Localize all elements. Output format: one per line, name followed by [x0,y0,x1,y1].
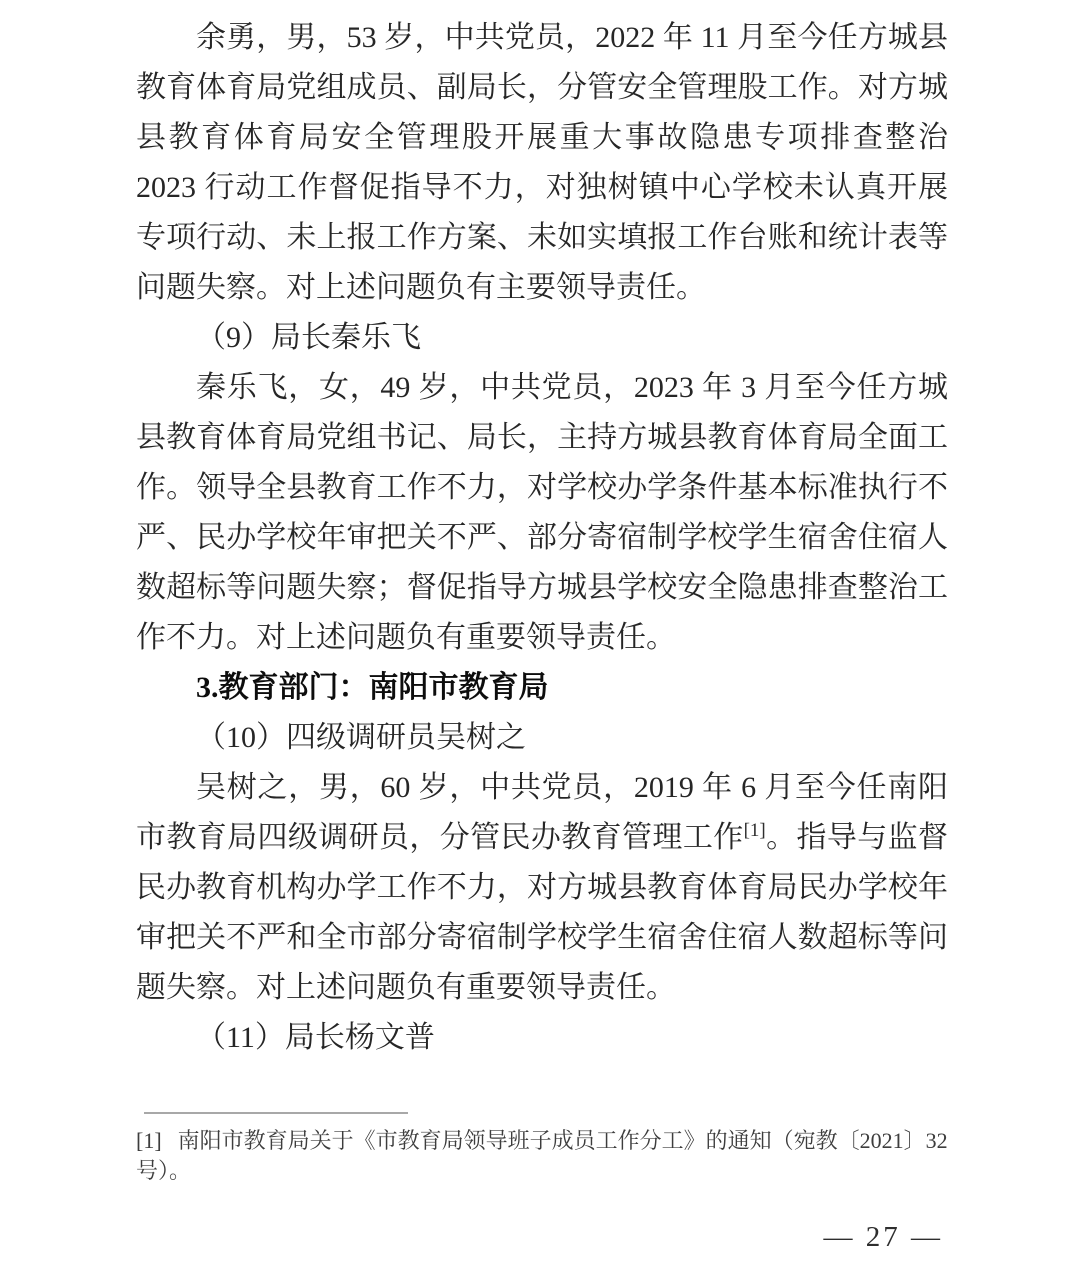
paragraph-wu-shuzhi-detail [136,763,948,1013]
footnote-marker: [1] [136,1128,162,1153]
footnote-section [136,1112,948,1186]
page-number: — 27 — [823,1221,943,1253]
section-3-heading: 3.教育部门：南阳市教育局 [196,671,549,704]
paragraph-yu-yong-detail: 余勇，男，53 岁，中共党员，2022 年 11 月至今任方城县教育体育局党组成员、副局长，分管安全管理股工作。对方城县教育体育局安全管理股开展重大事故隐患专项排查整治 2023 行动工作督促指导不力，对独树镇中心学校未认真开展专项行动、未上报工作方案、未如实填报工作台账和统计表等问题失察。对上述问题负有主要领导责任。 [136,21,948,304]
paragraph-text-after-ref: 。指导与监督民办教育机构办学工作不力，对方城县教育体育局民办学校年审把关不严和全市部分寄宿制学校学生宿舍住宿人数超标等问题失察。对上述问题负有重要领导责任。 [136,821,949,1004]
footnote-1 [136,1126,948,1186]
item-11-subheading: （11）局长杨文普 [196,1021,435,1054]
footnote-ref-1: [1] [743,820,766,841]
paragraph-qin-lefei-detail: 秦乐飞，女，49 岁，中共党员，2023 年 3 月至今任方城县教育体育局党组书记、局长，主持方城县教育体育局全面工作。领导全县教育工作不力，对学校办学条件基本标准执行不严、民办学校年审把关不严、部分寄宿制学校学生宿舍住宿人数超标等问题失察；督促指导方城县学校安全隐患排查整治工作不力。对上述问题负有重要领导责任。 [136,371,948,654]
footnote-text: 南阳市教育局关于《市教育局领导班子成员工作分工》的通知（宛教〔2021〕32 号）。 [136,1128,948,1183]
paragraph-text-before-ref: 吴树之，男，60 岁，中共党员，2019 年 6 月至今任南阳市教育局四级调研员，分管民办教育管理工作 [136,771,948,854]
item-9-subheading: （9）局长秦乐飞 [196,321,421,354]
document-text [136,13,948,1063]
footnote-separator-line [144,1112,408,1114]
item-10-subheading: （10）四级调研员吴树之 [196,721,526,754]
